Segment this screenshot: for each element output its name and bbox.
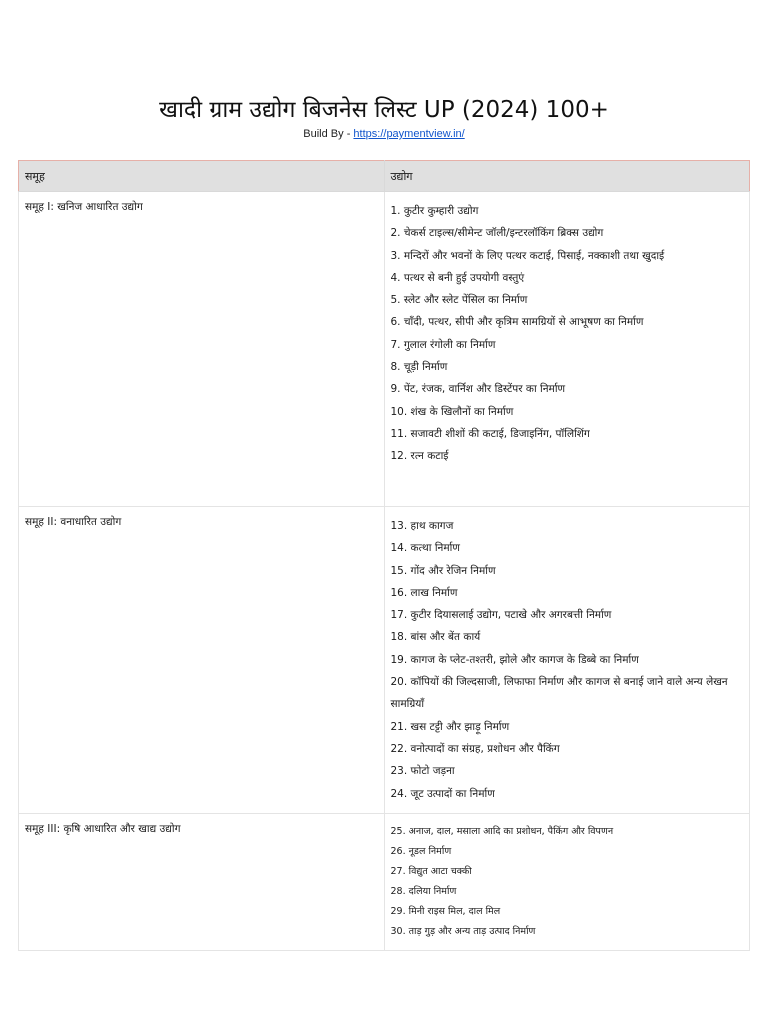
list-item: 13. हाथ कागज [390,520,454,532]
list-item: 5. स्लेट और स्लेट पेंसिल का निर्माण [390,294,528,307]
table-row [19,507,750,814]
items-cell [384,192,750,507]
list-item: 25. अनाज, दाल, मसाला आदि का प्रशोधन, पैकिंग और विपणन [390,825,614,837]
list-item: 30. ताड़ गुड़ और अन्य ताड़ उत्पाद निर्माण [390,925,536,937]
list-item: 29. मिनी राइस मिल, दाल मिल [390,905,501,917]
header-group: समूह [19,161,385,192]
list-item: 4. पत्थर से बनी हुई उपयोगी वस्तुएं [390,271,525,284]
list-item: 1. कुटीर कुम्हारी उद्योग [390,205,479,217]
list-item: 7. गुलाल रंगोली का निर्माण [390,338,496,351]
list-item: 17. कुटीर दियासलाई उद्योग, पटाखे और अगरबत्ती निर्माण [390,609,612,622]
list-item: 19. कागज के प्लेट-तश्तरी, झोले और कागज के डिब्बे का निर्माण [390,653,639,666]
list-item: 12. रत्न कटाई [390,450,449,463]
list-item: 9. पेंट, रंजक, वार्निश और डिस्टेंपर का निर्माण [390,383,566,396]
page-title: खादी ग्राम उद्योग बिजनेस लिस्ट UP (2024) 100+ [159,97,609,123]
byline [0,128,768,140]
list-item: 6. चाँदी, पत्थर, सीपी और कृत्रिम सामग्रियों से आभूषण का निर्माण [390,316,644,329]
industry-list [391,200,744,468]
list-item: 15. गोंद और रेजिन निर्माण [390,564,496,577]
list-item: 10. शंख के खिलौनों का निर्माण [390,405,514,418]
list-item: 22. वनोत्पादों का संग्रह, प्रशोधन और पैकिंग [390,742,560,755]
list-item: 2. चेकर्स टाइल्स/सीमेन्ट जॉली/इन्टरलॉकिंग ब्रिक्स उद्योग [390,227,604,240]
header-industry: उद्योग [384,161,750,192]
industry-list [391,515,744,805]
list-item: 26. नूडल निर्माण [390,845,452,857]
list-item: 24. जूट उत्पादों का निर्माण [390,787,495,800]
items-cell [384,813,750,950]
list-item: 18. बांस और बेंत कार्य [390,631,481,644]
list-item: 3. मन्दिरों और भवनों के लिए पत्थर कटाई, पिसाई, नक्काशी तथा खुदाई [390,249,665,262]
industry-list [391,822,744,942]
list-item: 21. खस टट्टी और झाड़ू निर्माण [390,720,510,733]
list-item: 14. कत्था निर्माण [390,542,460,555]
list-item: 28. दलिया निर्माण [390,885,457,897]
list-item: 20. कॉपियों की जिल्दसाजी, लिफाफा निर्माण और कागज से बनाई जाने वाले अन्य लेखन सामग्रियाँ [390,676,728,711]
group-cell: समूह I: खनिज आधारित उद्योग [19,192,385,507]
list-item: 8. चूड़ी निर्माण [390,361,448,374]
list-item: 23. फोटो जड़ना [390,765,455,778]
table-row [19,192,750,507]
group-cell: समूह III: कृषि आधारित और खाद्य उद्योग [19,813,385,950]
website-link[interactable]: https://paymentview.in/ [353,128,465,140]
industry-table [18,160,750,951]
byline-prefix: Build By - [303,128,354,140]
list-item: 27. विद्युत आटा चक्की [390,865,472,877]
group-cell: समूह II: वनाधारित उद्योग [19,507,385,814]
items-cell [384,507,750,814]
table-row [19,813,750,950]
list-item: 11. सजावटी शीशों की कटाई, डिजाइनिंग, पॉलिशिंग [390,427,590,440]
table-header-row [19,161,750,192]
list-item: 16. लाख निर्माण [390,586,458,599]
